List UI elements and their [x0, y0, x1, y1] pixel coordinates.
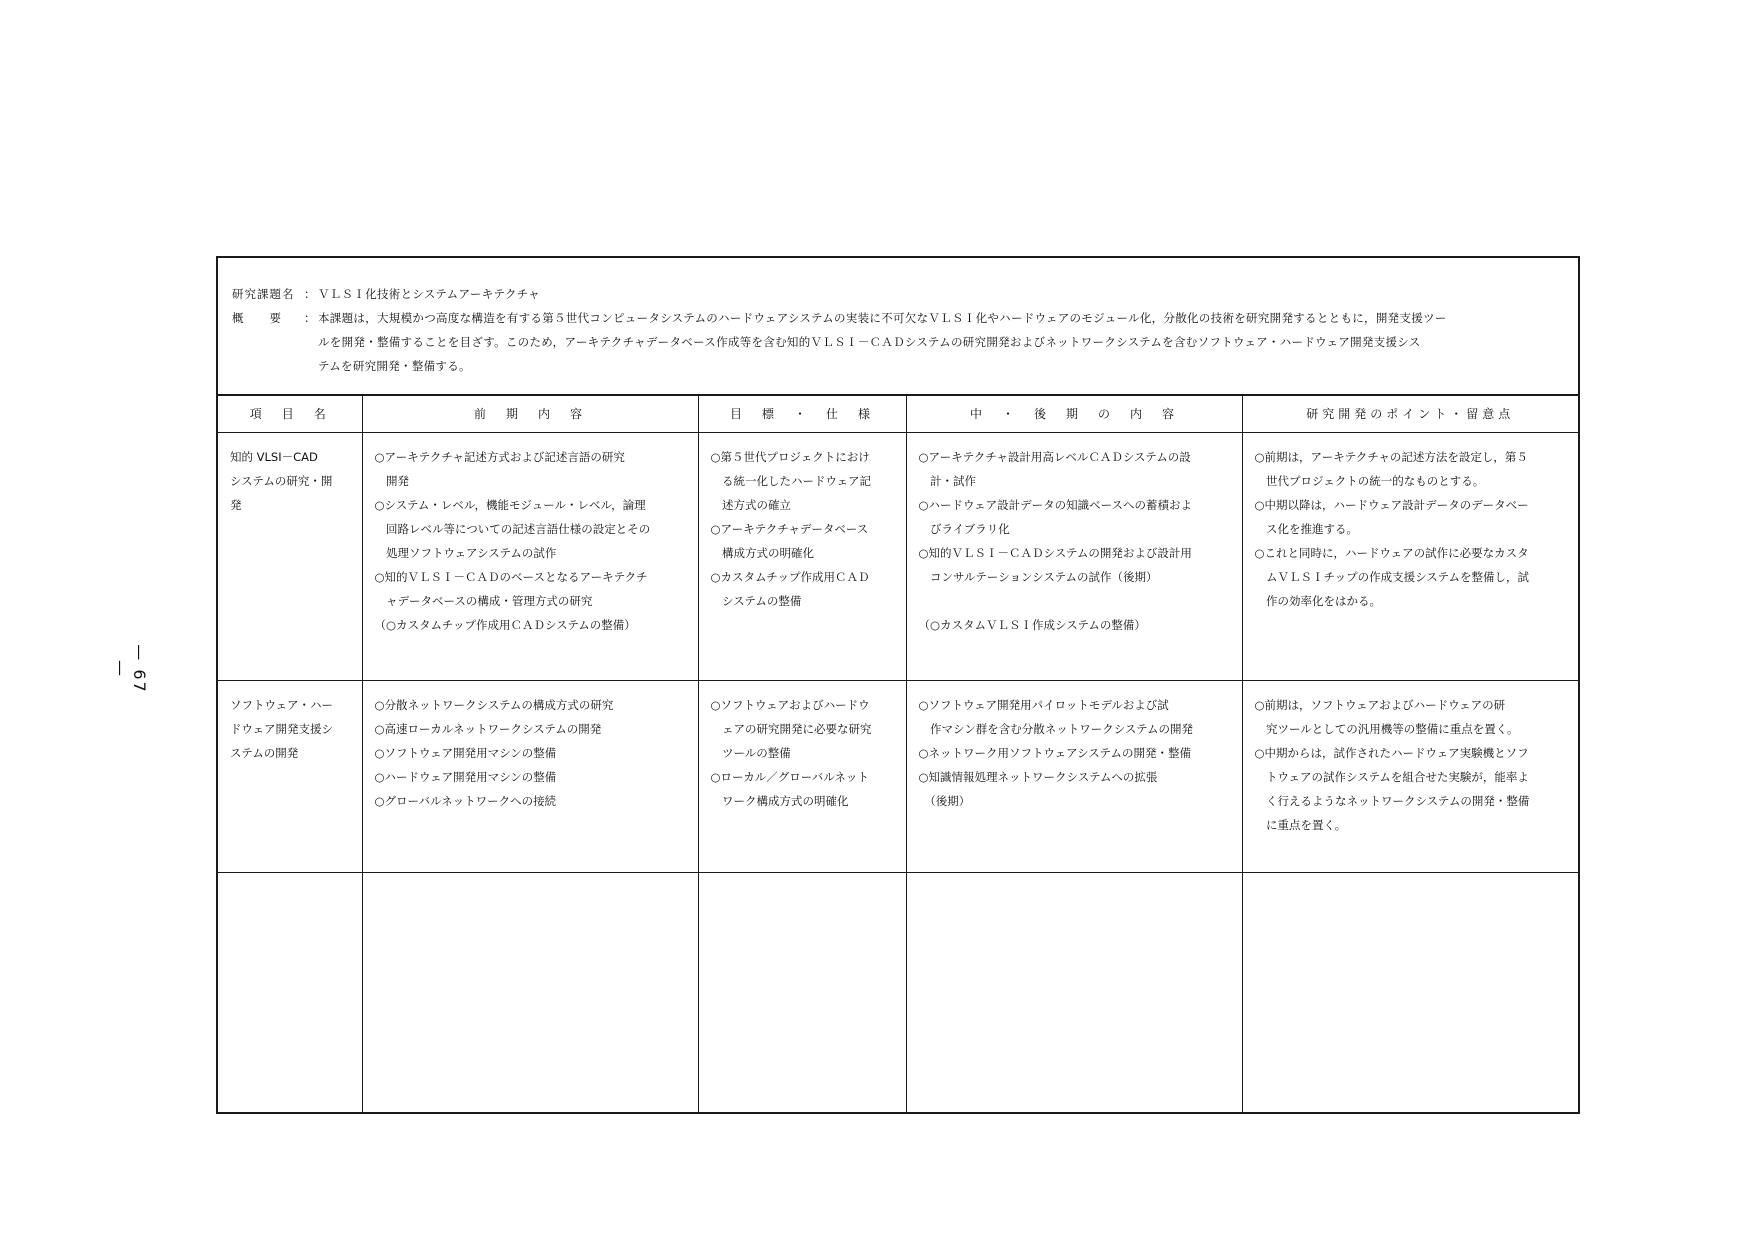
empty-cell: [698, 873, 906, 1113]
research-header: [218, 258, 1578, 396]
empty-table-row: [218, 873, 1578, 1113]
cell-line: ○ソフトウェア開発用マシンの整備: [374, 746, 557, 760]
cell-item: [218, 433, 362, 681]
cell-line: [919, 589, 1232, 613]
cell-line: ャデータベースの構成・管理方式の研究: [374, 594, 593, 608]
cell-line: ○知的ＶＬＳＩ－ＣＡＤのベースとなるアーキテクチ: [374, 570, 648, 584]
cell-target: [698, 433, 906, 681]
cell-line: 作マシン群を含む分散ネットワークシステムの開発: [918, 722, 1194, 736]
plan-table: [218, 396, 1578, 1113]
cell-line: ○ローカル／グローバルネット: [710, 770, 869, 784]
cell-item: [218, 681, 362, 873]
cell-line: ムＶＬＳＩチップの作成支援システムを整備し，試: [1254, 570, 1530, 584]
cell-line: ○中期以降は，ハードウェア設計データのデータベー: [1254, 498, 1529, 512]
column-header-later: 中 ・ 後 期 の 内 容: [906, 396, 1242, 433]
cell-line: トウェアの試作システムを組合せた実験が，能率よ: [1254, 770, 1529, 784]
cell-line: る統一化したハードウェア記: [710, 474, 872, 488]
summary-separator: ：: [304, 311, 316, 325]
cell-line: 開発: [374, 474, 409, 488]
cell-line: ○知識情報処理ネットワークシステムへの拡張: [918, 770, 1158, 784]
cell-line: ○ソフトウェアおよびハードウ: [710, 698, 870, 712]
cell-line: ○前期は，ソフトウェアおよびハードウェアの研: [1254, 698, 1506, 712]
cell-line: ソフトウェア・ハー: [230, 698, 334, 712]
column-header-item: 項 目 名: [218, 396, 362, 433]
cell-line: 構成方式の明確化: [710, 546, 814, 560]
empty-cell: [1242, 873, 1578, 1113]
cell-line: ェアの研究開発に必要な研究: [710, 722, 872, 736]
summary-label: 概 要: [232, 311, 282, 325]
cell-line: ○グローバルネットワークへの接続: [374, 794, 557, 808]
empty-cell: [906, 873, 1242, 1113]
cell-line: ス化を推進する。: [1254, 522, 1358, 536]
cell-line: ツールの整備: [710, 746, 791, 760]
cell-line: ワーク構成方式の明確化: [710, 794, 849, 808]
cell-line: ○ハードウェア設計データの知識ベースへの蓄積およ: [918, 498, 1192, 512]
cell-line: 処理ソフトウェアシステムの試作: [374, 546, 557, 560]
cell-line: 作の効率化をはかる。: [1254, 594, 1381, 608]
cell-line: ○アーキテクチャ設計用高レベルＣＡＤシステムの設: [918, 450, 1191, 464]
cell-line: ○ハードウェア開発用マシンの整備: [374, 770, 557, 784]
table-row: [218, 433, 1578, 681]
cell-line: 計・試作: [918, 474, 976, 488]
cell-line: 世代プロジェクトの統一的なものとする。: [1254, 474, 1485, 488]
cell-line: （後期）: [918, 794, 971, 808]
cell-line: 回路レベル等についての記述言語仕様の設定とその: [374, 522, 651, 536]
cell-line: システムの整備: [710, 594, 802, 608]
research-plan-frame: [216, 256, 1580, 1114]
cell-target: [698, 681, 906, 873]
cell-line: （○カスタムＶＬＳＩ作成システムの整備）: [918, 618, 1146, 632]
cell-line: ステムの開発: [230, 746, 299, 760]
cell-line: 究ツールとしての汎用機等の整備に重点を置く。: [1254, 722, 1519, 736]
summary-row: [232, 306, 1564, 378]
cell-line: （○カスタムチップ作成用ＣＡＤシステムの整備）: [374, 618, 636, 632]
cell-line: ○カスタムチップ作成用ＣＡＤ: [710, 570, 870, 584]
cell-line: コンサルテーションシステムの試作（後期）: [918, 570, 1158, 584]
empty-cell: [362, 873, 698, 1113]
table-row: [218, 681, 1578, 873]
cell-line: ○知的ＶＬＳＩ－ＣＡＤシステムの開発および設計用: [918, 546, 1192, 560]
cell-line: に重点を置く。: [1254, 818, 1347, 832]
cell-later: [906, 433, 1242, 681]
empty-cell: [218, 873, 362, 1113]
cell-later: [906, 681, 1242, 873]
cell-line: 発: [230, 498, 242, 512]
cell-line: く行えるようなネットワークシステムの開発・整備: [1254, 794, 1530, 808]
cell-line: ○高速ローカルネットワークシステムの開発: [374, 722, 602, 736]
cell-line: ○アーキテクチャ記述方式および記述言語の研究: [374, 450, 625, 464]
cell-early: [362, 433, 698, 681]
cell-line: ○分散ネットワークシステムの構成方式の研究: [374, 698, 614, 712]
column-header-target: 目 標 ・ 仕 様: [698, 396, 906, 433]
cell-line: 知的 VLSI－CAD: [230, 450, 318, 464]
title-label: 研究課題名: [232, 287, 295, 301]
cell-early: [362, 681, 698, 873]
cell-points: [1242, 681, 1578, 873]
research-title: ＶＬＳＩ化技術とシステムアーキテクチャ: [318, 287, 540, 301]
cell-line: ○システム・レベル，機能モジュール・レベル，論理: [374, 498, 646, 512]
cell-line: ○ネットワーク用ソフトウェアシステムの開発・整備: [918, 746, 1191, 760]
cell-line: 述方式の確立: [710, 498, 791, 512]
column-header-points: 研究開発のポイント・留意点: [1242, 396, 1578, 433]
page-number: — 67 —: [111, 644, 149, 694]
cell-line: ○前期は，アーキテクチャの記述方法を設定し，第５: [1254, 450, 1528, 464]
cell-line: ○アーキテクチャデータベース: [710, 522, 869, 536]
summary-line: テムを研究開発・整備する。: [318, 359, 471, 373]
cell-line: システムの研究・開: [230, 474, 333, 488]
cell-points: [1242, 433, 1578, 681]
cell-line: ○これと同時に，ハードウェアの試作に必要なカスタ: [1254, 546, 1529, 560]
column-header-early: 前 期 内 容: [362, 396, 698, 433]
title-separator: ：: [304, 287, 316, 301]
summary-text: [318, 306, 1564, 378]
title-row: [232, 282, 1564, 306]
summary-line: 本課題は，大規模かつ高度な構造を有する第５世代コンピュータシステムのハードウェアシステムの実装に不可欠なＶＬＳＩ化やハードウェアのモジュール化，分散化の技術を研究開発するとともに，開発支援ツー: [318, 311, 1447, 325]
summary-line: ルを開発・整備することを目ざす。このため，アーキテクチャデータベース作成等を含む知的ＶＬＳＩ－ＣＡＤシステムの研究開発およびネットワークシステムを含むソフトウェア・ハードウェア開発支援シス: [318, 335, 1421, 349]
cell-line: ○中期からは，試作されたハードウェア実験機とソフ: [1254, 746, 1529, 760]
cell-line: ○第５世代プロジェクトにおけ: [710, 450, 870, 464]
cell-line: びライブラリ化: [918, 522, 1010, 536]
table-header-row: [218, 396, 1578, 433]
cell-line: ○ソフトウェア開発用パイロットモデルおよび試: [918, 698, 1169, 712]
cell-line: ドウェア開発支援シ: [230, 722, 334, 736]
